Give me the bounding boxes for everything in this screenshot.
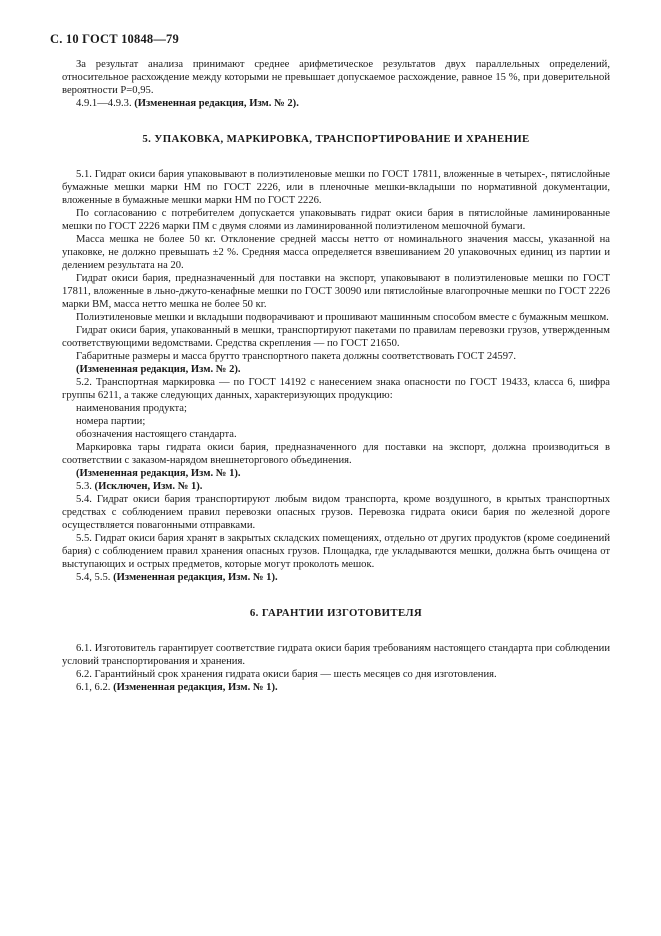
paragraph-packages: Гидрат окиси бария, упакованный в мешки, транспортируют пакетами по правилам перевозки грузов, утвержденным соответствующими ведомствами. Средства скрепления — по ГОСТ 21650. [62, 325, 610, 349]
paragraph-dimensions: Габаритные размеры и масса брутто транспортного пакета должны соответствовать ГОСТ 24597. [76, 351, 516, 362]
amendment-text: (Исключен, Изм. № 1). [94, 481, 203, 492]
amendment-ref: 6.1, 6.2. [76, 682, 111, 693]
paragraph-6-2: 6.2. Гарантийный срок хранения гидрата окиси бария — шесть месяцев со дня изготовления. [76, 669, 497, 680]
paragraph-5-1: 5.1. Гидрат окиси бария упаковывают в полиэтиленовые мешки по ГОСТ 17811, вложенные в четырех-, пятислойные бумажные мешки марки НМ по ГОСТ 2226, или в пленочные мешки-вкладыши по нормативной документации, вложенные в бумажные мешки марки НМ по ГОСТ 2226. [62, 169, 610, 206]
amendment-note [62, 467, 610, 480]
section-5-heading: 5. УПАКОВКА, МАРКИРОВКА, ТРАНСПОРТИРОВАНИЕ И ХРАНЕНИЕ [142, 133, 530, 145]
amendment-text: (Измененная редакция, Изм. № 2). [76, 364, 241, 375]
paragraph-analysis-result: За результат анализа принимают среднее арифметическое результатов двух параллельных определений, относительное расхождение между которыми не превышает допускаемое расхождение, равное 15 %, при доверительной вероятности P=0,95. [62, 59, 610, 96]
clause-number: 5.3. [76, 481, 92, 492]
paragraph-agreement: По согласованию с потребителем допускается упаковывать гидрат окиси бария в пятислойные ламинированные мешки по ГОСТ 2226 марки ПМ с двумя слоями из ламинированной полиэтиленом мешочной бумаги. [62, 208, 610, 232]
paragraph-5-2: 5.2. Транспортная маркировка — по ГОСТ 14192 с нанесением знака опасности по ГОСТ 19433, класса 6, шифра группы 6211, а также следующих данных, характеризующих продукцию: [62, 377, 610, 401]
paragraph-5-3 [62, 480, 610, 493]
paragraph-5-5: 5.5. Гидрат окиси бария хранят в закрытых складских помещениях, отдельно от других продуктов (кроме соединений бария) с соблюдением правил хранения опасных грузов. Площадка, где укладываются мешки, должна быть очищена от выступающих и острых предметов, которые могут проколоть мешок. [62, 533, 610, 570]
amendment-text: (Измененная редакция, Изм. № 1). [113, 682, 278, 693]
amendment-ref: 4.9.1—4.9.3. [76, 98, 132, 109]
amendment-text: (Измененная редакция, Изм. № 2). [134, 98, 299, 109]
document-body [62, 58, 610, 694]
amendment-text: (Измененная редакция, Изм. № 1). [76, 468, 241, 479]
paragraph-mass: Масса мешка не более 50 кг. Отклонение средней массы нетто от номинального значения массы, указанной на упаковке, не должно превышать ±2 %. Средняя масса определяется взвешиванием 20 упаковочных единиц из партии и делением результата на 20. [62, 234, 610, 271]
list-item: номера партии; [76, 416, 146, 427]
paragraph-seal: Полиэтиленовые мешки и вкладыши подворачивают и прошивают машинным способом вместе с бумажным мешком. [76, 312, 609, 323]
paragraph-export: Гидрат окиси бария, предназначенный для поставки на экспорт, упаковывают в полиэтиленовые мешки по ГОСТ 17811, вложенные в льно-джуто-кенафные мешки по ГОСТ 30090 или пятислойные влагопрочные мешки по ГОСТ 2226 марки ВМ, масса нетто мешка не более 50 кг. [62, 273, 610, 310]
section-6-heading: 6. ГАРАНТИИ ИЗГОТОВИТЕЛЯ [249, 607, 423, 619]
paragraph-marking-export: Маркировка тары гидрата окиси бария, предназначенного для поставки на экспорт, должна производиться в соответствии с заказом-нарядом внешнеторгового объединения. [62, 442, 610, 466]
list-item: обозначения настоящего стандарта. [76, 429, 237, 440]
amendment-note [62, 681, 610, 694]
list-item: наименования продукта; [76, 403, 187, 414]
paragraph-5-4: 5.4. Гидрат окиси бария транспортируют любым видом транспорта, кроме воздушного, в крытых транспортных средствах с соблюдением правил перевозки опасных грузов. Перевозка гидрата окиси бария по железной дороге осуществляется повагонными отправками. [62, 494, 610, 531]
paragraph-6-1: 6.1. Изготовитель гарантирует соответствие гидрата окиси бария требованиям настоящего стандарта при соблюдении условий транспортирования и хранения. [62, 643, 610, 667]
amendment-text: (Измененная редакция, Изм. № 1). [113, 572, 278, 583]
page-header: С. 10 ГОСТ 10848—79 [50, 32, 179, 46]
amendment-note [62, 571, 610, 584]
amendment-note [62, 363, 610, 376]
amendment-ref: 5.4, 5.5. [76, 572, 111, 583]
amendment-note [62, 97, 610, 110]
